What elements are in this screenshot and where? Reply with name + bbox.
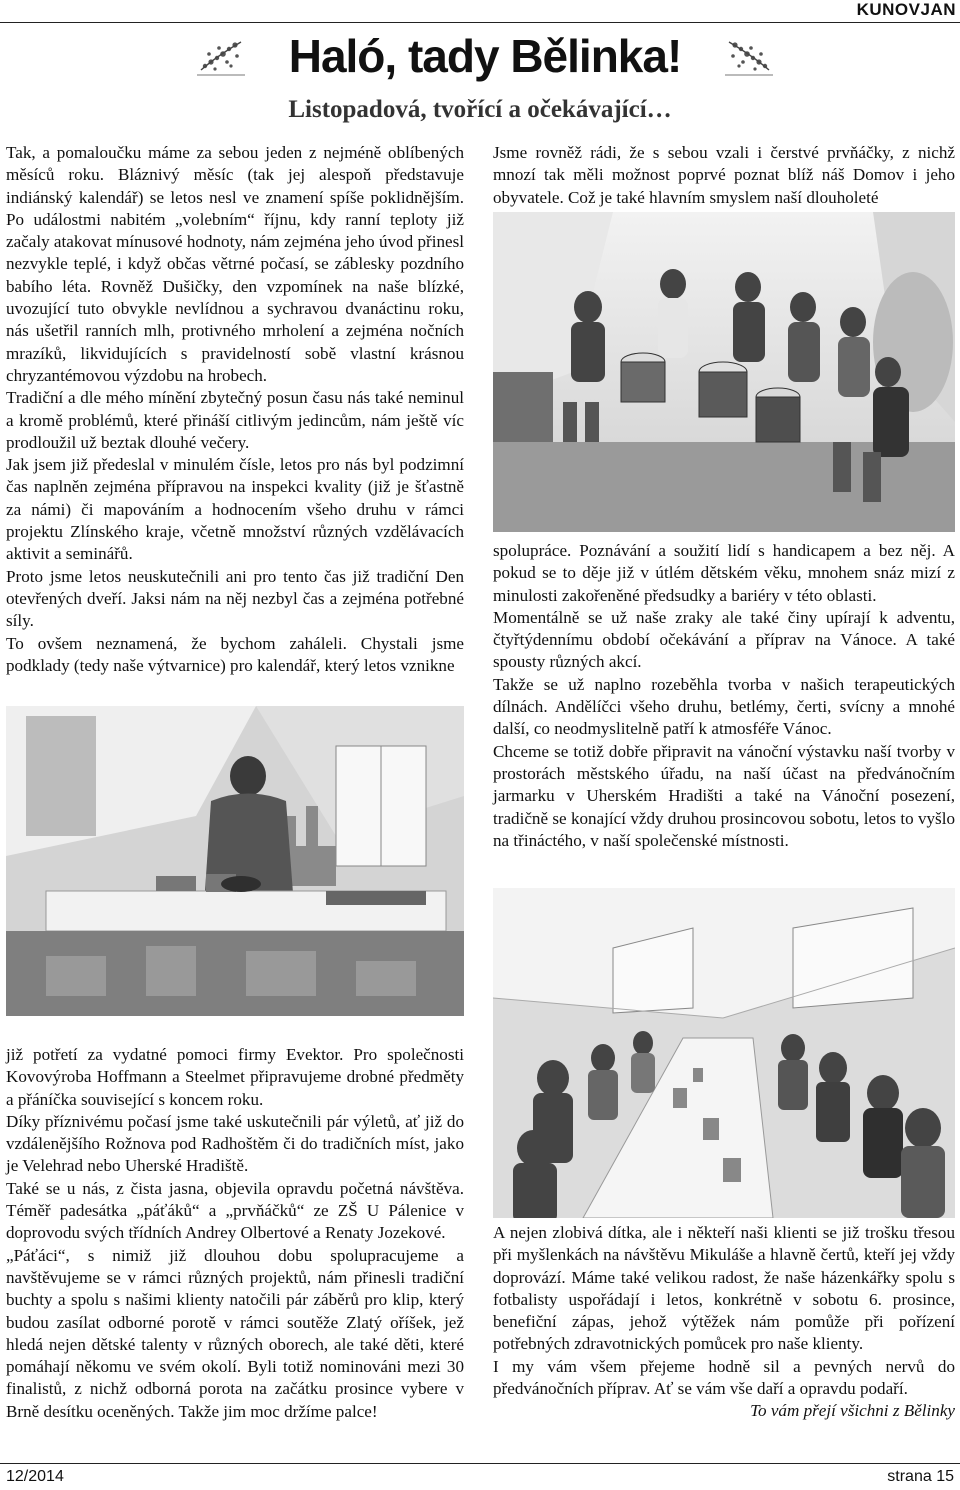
paragraph: Díky příznivému počasí jsme také uskutečnili pár výletů, ať již do vzdálenějšího Rožnova pod Radhoštěm či do tradičních míst, jako je Velehrad nebo Uherské Hradiště.: [6, 1111, 464, 1176]
page-number: strana 15: [887, 1468, 954, 1485]
article-column-left-top: [6, 142, 464, 677]
paragraph: A nejen zlobivá dítka, ale i někteří naši klienti se již trošku třesou při myšlenkách na návštěvu Mikuláše a hlavně čertů, kteří jej vždy doprovází. Máme také velikou radost, že naše házenkářky spolu s fotbalisty uspořádají i letos, konkrétně v sobotu 6. prosince, benefiční zápas, jehož výtěžek nám pomůže při pořízení potřebných zdravotnických pomůcek pro naše klienty.: [493, 1223, 955, 1354]
article-column-right-top: [493, 142, 955, 209]
paragraph: již potřetí za vydatné pomoci firmy Evektor. Pro společnosti Kovovýroba Hoffmann a Steelmet připravujeme drobné předměty a přáníčka související s koncem roku.: [6, 1045, 464, 1109]
article-column-left-bottom: [6, 1044, 464, 1423]
section-label: KUNOVJAN: [856, 0, 956, 19]
paragraph: Tak, a pomaloučku máme za sebou jeden z nejméně oblíbených měsíců roku. Bláznivý měsíc (tak jej alespoň představuje indiánský kalendář) se letos nesl ve znamení spíše poklidnějším. Po událostmi nabitém „volebním“ říjnu, kdy ranní teploty již začaly atakovat mínusové hodnoty, nám zejména jeho úvod přinesl nezvykle teplé, i když občas větrné počasí, se záblesky pozdního babího léta. Rovněž Dušičky, den vzpomínek na naše blízké, uvozující tuto obvykle nevlídnou a sychravou dvanáctinu roku, nás ušetřil ranních mlh, protivného mrholení a zejména nočních mrazíků, likvidujících s pravidelností sobě vlastní krásnou chryzantémovou výzdobu na hrobech.: [6, 143, 464, 385]
paragraph: Jak jsem již předeslal v minulém čísle, letos pro nás byl podzimní čas naplněn zejména přípravou na inspekci kvality (již je šťastně za námi) či mapováním a hodnocením všeho druhu v rámci projektu Zlínského kraje, včetně množství různých vzdělávacích aktivit a seminářů.: [6, 455, 464, 564]
photo-craft-workshop: [6, 706, 464, 1016]
paragraph: Proto jsme letos neuskutečnili ani pro tento čas již tradiční Den otevřených dveří. Jaksi nám na něj nezbyl čas a zejména potřebné síly.: [6, 566, 464, 631]
photo-drum-circle: [493, 212, 955, 532]
paragraph: Tradiční a dle mého mínění zbytečný posun času nás také neminul a kromě problémů, které přináší citlivým jedincům, nám ještě víc prodloužil už beztak dlouhé večery.: [6, 388, 464, 452]
title-block: [195, 30, 775, 85]
page-subtitle: Listopadová, tvořící a očekávající…: [288, 96, 672, 123]
flourish-right-icon: [725, 36, 773, 76]
paragraph: „Páťáci“, s nimiž již dlouhou dobu spolupracujeme a navštěvujeme se v rámci různých projektů, nám přinesli tradiční buchty a spolu s našimi klienty natočili pár záběrů pro klip, který budou zasílat odborné porotě v rámci soutěže Zlatý oříšek, jež hledá nejen dětské talenty v různých oborech, ale také děti, které pomáhají někomu ve svém okolí. Byli totiž nominováni mezi 30 finalistů, z nichž odborná porota na začátku prosince vybere v Brně desítku oceněných. Takže jim moc držíme palce!: [6, 1245, 464, 1421]
paragraph: Takže se už naplno rozeběhla tvorba v našich terapeutických dílnách. Andělíčci všeho druhu, betlémy, čerti, svícny a mnohé další, co neodmyslitelně patří k atmosféře Vánoc.: [493, 674, 955, 739]
article-column-right-bottom: [493, 1222, 955, 1423]
article-column-right-middle: [493, 540, 955, 852]
header-rule: [0, 22, 960, 23]
page-title: Haló, tady Bělinka!: [288, 30, 682, 82]
footer-rule: [0, 1463, 960, 1464]
photo-community-hall: [493, 888, 955, 1218]
issue-number: 12/2014: [6, 1468, 64, 1485]
paragraph: Momentálně se už naše zraky ale také činy upírají k adventu, čtyřtýdennímu období očekávání a příprav na Vánoce. A také spousty různých akcí.: [493, 607, 955, 672]
paragraph: To ovšem neznamená, že bychom zaháleli. Chystali jsme podklady (tedy naše výtvarnice) pro kalendář, který letos vznikne: [6, 633, 464, 675]
paragraph: Jsme rovněž rádi, že s sebou vzali i čerstvé prvňáčky, z nichž mnozí tak měli možnost poprvé poznat blíž náš Domov i jeho obyvatele. Což je také hlavním smyslem naší dlouholeté: [493, 143, 955, 207]
paragraph: I my vám všem přejeme hodně sil a pevných nervů do předvánočních příprav. Ať se vám vše daří a opravdu podaří.: [493, 1356, 955, 1399]
paragraph: Také se u nás, z čista jasna, objevila opravdu početná návštěva. Téměř padesátka „páťáků“ a „prvňáčků“ ze ZŠ U Pálenice v doprovodu svých třídních Andrey Olbertové a Renaty Jozekové.: [6, 1178, 464, 1243]
paragraph: Chceme se totiž dobře připravit na vánoční výstavku naší tvorby v prostorách městského úřadu, na naší účast na předvánočním jarmarku v Uherském Hradišti a také na Vánoční posezení, tradičně se konající vždy druhou prosincovou sobotu, letos to vyšlo na třináctého, v naší společenské místnosti.: [493, 741, 955, 850]
signature: To vám přejí všichni z Bělinky: [750, 1401, 955, 1421]
paragraph: spolupráce. Poznávání a soužití lidí s handicapem a bez něj. A pokud se to děje již v útlém dětském věku, mnohem snáz mizí z minulosti zakořeněné předsudky a bariéry v této oblasti.: [493, 541, 955, 605]
